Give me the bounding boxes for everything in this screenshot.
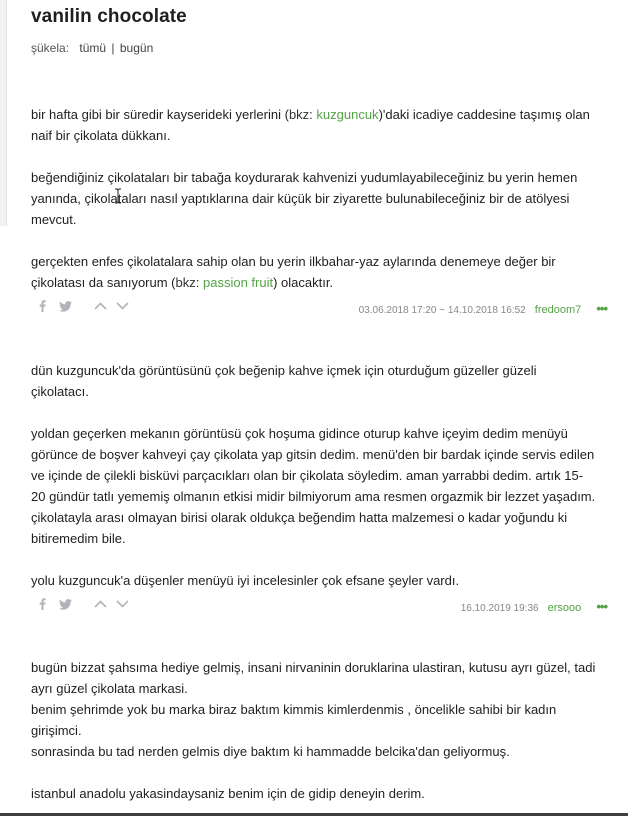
reference-link-passion-fruit[interactable]: passion fruit: [202, 275, 274, 290]
downvote-icon[interactable]: [116, 600, 129, 608]
sukela-filter: [31, 41, 153, 55]
bkz-link[interactable]: bkz:: [288, 107, 313, 122]
vote-buttons: [94, 598, 135, 610]
reference-link-kuzguncuk[interactable]: kuzguncuk: [316, 107, 379, 122]
downvote-icon[interactable]: [116, 302, 129, 310]
entry-paragraph: gerçekten enfes çikolatalara sahip olan bu yerin ilkbahar-yaz aylarında denemeye değer bir çikolatası da sanıyorum (bkz: passion fruit) olacaktır.: [31, 254, 556, 290]
entry-meta: [461, 599, 607, 614]
twitter-icon[interactable]: [59, 599, 72, 610]
entry-paragraph: yolu kuzguncuk'a düşenler menüyü iyi incelesinler çok efsane şeyler vardı.: [31, 573, 460, 588]
entry-1-footer: [31, 300, 607, 316]
facebook-icon[interactable]: [39, 300, 46, 312]
entry-line: benim şehrimde yok bu marka biraz baktım kimmis kimlerdenmis , öncelikle sahibi bir kadın girişimci.: [31, 702, 557, 738]
twitter-icon[interactable]: [59, 301, 72, 312]
sukela-label: şükela:: [31, 41, 70, 55]
entry-line: sonrasinda bu tad nerden gelmis diye baktım ki hammadde belcika'dan geliyormuş.: [31, 744, 510, 759]
entry-2-footer: [31, 598, 607, 614]
upvote-icon[interactable]: [94, 600, 107, 608]
vote-buttons: [94, 300, 135, 312]
facebook-icon[interactable]: [39, 598, 46, 610]
text-cursor-icon: [114, 188, 122, 204]
entry-2-content: [31, 360, 596, 591]
filter-all-link[interactable]: tümü: [79, 41, 107, 55]
share-buttons: [39, 598, 82, 610]
entry-paragraph: dün kuzguncuk'da görüntüsünü çok beğenip kahve içmek için oturduğum güzeller güzeli çikolatacı.: [31, 363, 537, 399]
bkz-link[interactable]: bkz:: [175, 275, 200, 290]
entry-paragraph: beğendiğiniz çikolataları bir tabağa koydurarak kahvenizi yudumlayabileceğiniz bu yerin hemen yanında, çikolataları nasıl yaptıklarına dair küçük bir ziyarette bulunabileceğiniz bir de atölyesi mevcut.: [31, 170, 578, 227]
entry-meta: [359, 301, 607, 316]
entry-date[interactable]: 16.10.2019 19:36: [460, 603, 539, 614]
filter-today-link[interactable]: bugün: [119, 41, 154, 55]
filter-separator: |: [111, 41, 115, 55]
entry-line: istanbul anadolu yakasindaysaniz benim için de gidip deneyin derim.: [31, 786, 425, 801]
upvote-icon[interactable]: [94, 302, 107, 310]
more-options-icon[interactable]: •••: [596, 599, 607, 614]
entry-author[interactable]: ersooo: [547, 602, 582, 614]
entry-paragraph: yoldan geçerken mekanın görüntüsü çok hoşuma gidince oturup kahve içeyim dedim menüyü görünce de boşver kahveyi çay çikolata yap gitsin dedim. menü'den bir bardak içinde servis edilen ve içinde de çilekli bisküvi parçacıkları olan bir çikolata söyledim. aman yarrabbi dedim. artık 15-20 gündür tatlı yememiş olmanın etkisi midir bilmiyorum ama resmen orgazmik bir lezzet yaşadım. çikolatayla arası olmayan birisi olarak oldukça beğendim hatta malzemesi o kadar yoğundu ki bitiremedim bile.: [31, 426, 596, 546]
entry-paragraph: bir hafta gibi bir süredir kayserideki yerlerini (bkz: kuzguncuk)'daki icadiye caddesine taşımış olan naif bir çikolata dükkanı.: [31, 107, 590, 143]
share-buttons: [39, 300, 82, 312]
entry-line: bugün bizzat şahsıma hediye gelmiş, insani nirvaninin doruklarina ulastiran, kutusu ayrı güzel, tadi ayrı güzel çikolata markasi.: [31, 660, 596, 696]
entry-date[interactable]: 03.06.2018 17:20 ~ 14.10.2018 16:52: [358, 305, 526, 316]
more-options-icon[interactable]: •••: [596, 301, 607, 316]
entry-author[interactable]: fredoom7: [534, 304, 582, 316]
left-rail-border: [6, 0, 7, 226]
topic-title[interactable]: vanilin chocolate: [31, 6, 187, 27]
entry-3-content: [31, 657, 596, 804]
